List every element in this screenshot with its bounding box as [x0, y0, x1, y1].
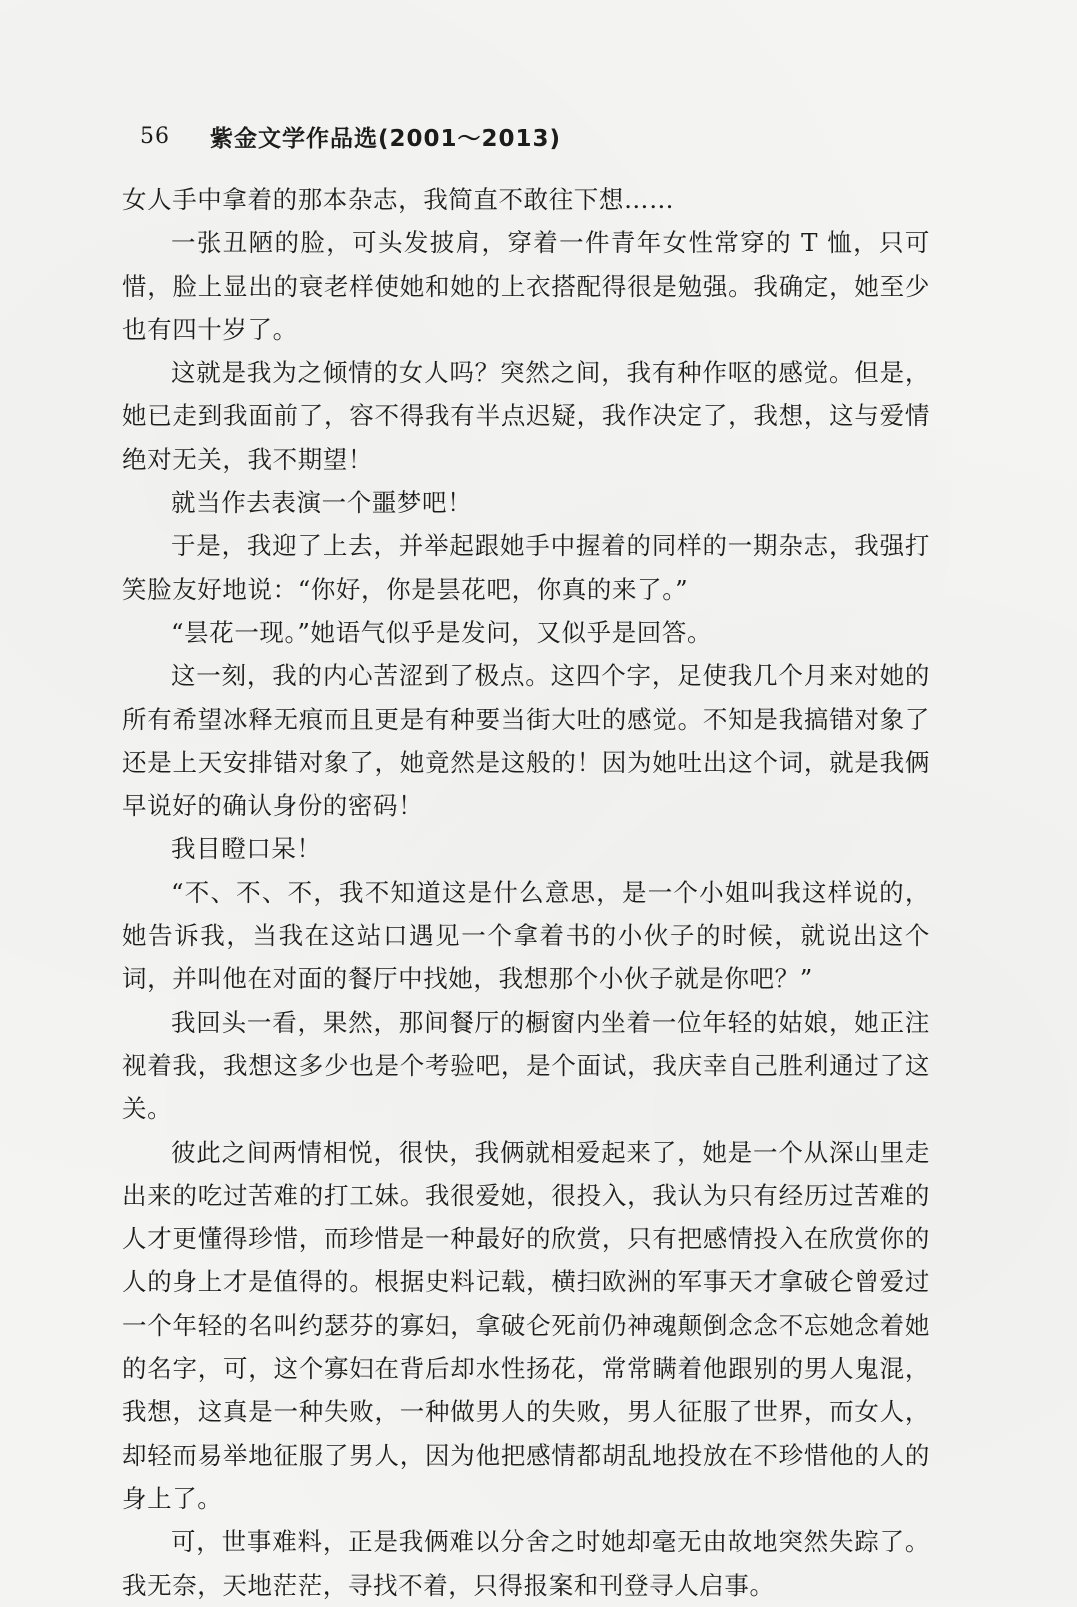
paragraph: 这一刻，我的内心苦涩到了极点。这四个字，足使我几个月来对她的所有希望冰释无痕而且更是有种要当街大吐的感觉。不知是我搞错对象了还是上天安排错对象了，她竟然是这般的！因为她吐出这个词，就是我俩早说好的确认身份的密码！	[122, 661, 930, 821]
paragraph: 于是，我迎了上去，并举起跟她手中握着的同样的一期杂志，我强打笑脸友好地说：“你好，你是昙花吧，你真的来了。”	[122, 531, 930, 604]
paragraph: 就当作去表演一个噩梦吧！	[171, 488, 473, 518]
paragraph: 这就是我为之倾情的女人吗？突然之间，我有种作呕的感觉。但是，她已走到我面前了，容不得我有半点迟疑，我作决定了，我想，这与爱情绝对无关，我不期望！	[122, 358, 930, 474]
paragraph: “不、不、不，我不知道这是什么意思，是一个小姐叫我这样说的，她告诉我，当我在这站口遇见一个拿着书的小伙子的时候，就说出这个词，并叫他在对面的餐厅中找她，我想那个小伙子就是你吧？”	[122, 877, 930, 994]
page-header	[140, 118, 561, 154]
body-text	[122, 178, 930, 1607]
paragraph: 彼此之间两情相悦，很快，我俩就相爱起来了，她是一个从深山里走出来的吃过苦难的打工妹。我很爱她，很投入，我认为只有经历过苦难的人才更懂得珍惜，而珍惜是一种最好的欣赏，只有把感情投入在欣赏你的人的身上才是值得的。根据史料记载，横扫欧洲的军事天才拿破仑曾爱过一个年轻的名叫约瑟芬的寡妇，拿破仑死前仍神魂颠倒念念不忘她念着她的名字，可，这个寡妇在背后却水性扬花，常常瞒着他跟别的男人鬼混，我想，这真是一种失败，一种做男人的失败，男人征服了世界，而女人，却轻而易举地征服了男人，因为他把感情都胡乱地投放在不珍惜他的人的身上了。	[122, 1137, 930, 1513]
paragraph: 可，世事难料，正是我俩难以分舍之时她却毫无由故地突然失踪了。我无奈，天地茫茫，寻找不着，只得报案和刊登寻人启事。	[122, 1527, 930, 1600]
paragraph: “昙花一现。”她语气似乎是发问，又似乎是回答。	[171, 617, 713, 647]
paragraph: 我回头一看，果然，那间餐厅的橱窗内坐着一位年轻的姑娘，她正注视着我，我想这多少也是个考验吧，是个面试，我庆幸自己胜利通过了这关。	[122, 1007, 930, 1124]
paragraph-continued: 女人手中拿着的那本杂志，我简直不敢往下想……	[122, 185, 675, 214]
paragraph: 我目瞪口呆！	[171, 834, 322, 864]
page-number: 56	[140, 123, 170, 149]
paragraph: 一张丑陋的脸，可头发披肩，穿着一件青年女性常穿的 T 恤，只可惜，脸上显出的衰老样使她和她的上衣搭配得很是勉强。我确定，她至少也有四十岁了。	[122, 228, 930, 344]
running-title: 紫金文学作品选(2001～2013)	[210, 125, 562, 152]
